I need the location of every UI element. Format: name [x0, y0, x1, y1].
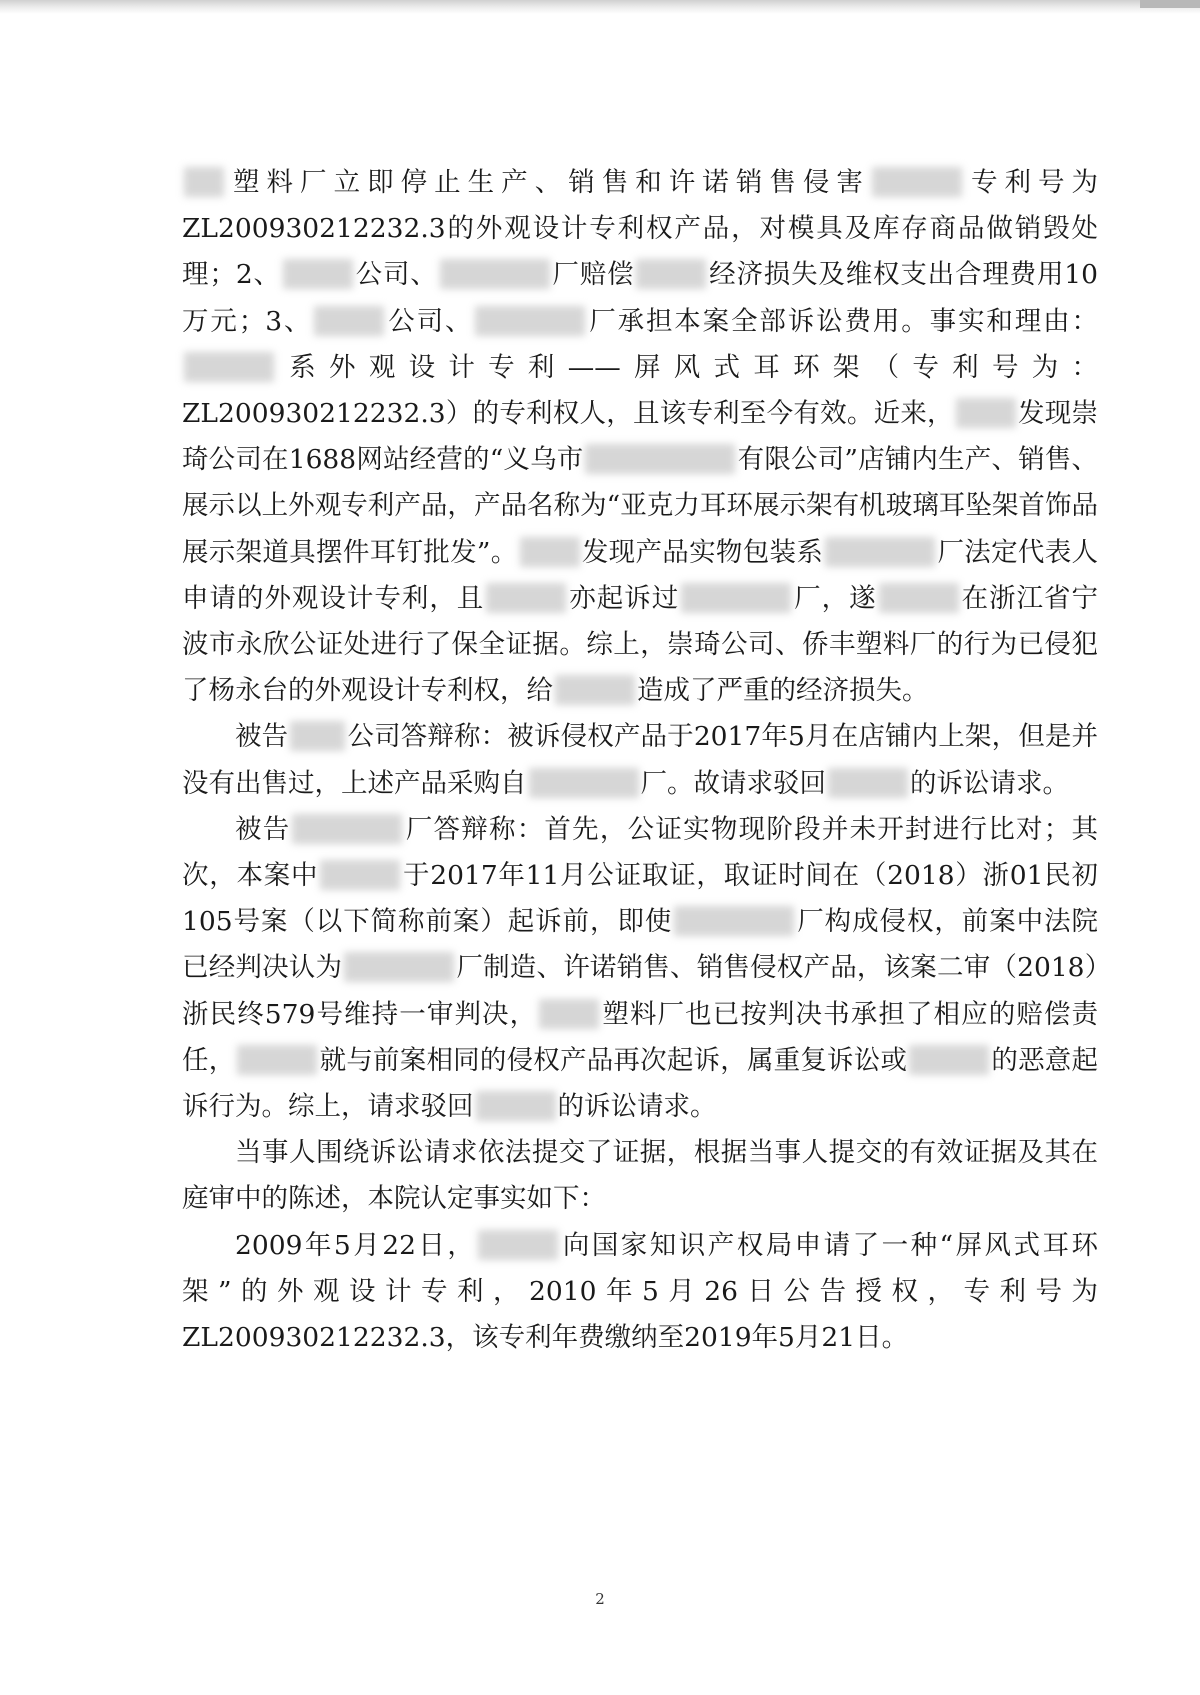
- redaction-blur: [283, 259, 353, 289]
- paragraph-text: 的诉讼请求。: [557, 1091, 717, 1123]
- paragraph-text: 厂答辩称：首先，公证实物现阶段并未开封进行比对；其次，本案中: [182, 813, 1099, 892]
- redaction-blur: [314, 306, 384, 336]
- redaction-blur: [478, 1230, 558, 1260]
- paragraph-text: 公司答辩称：被诉侵权产品于2017年5月在店铺内上架，但是并没有出售过，上述产品采购自: [182, 721, 1098, 799]
- paragraph-text: 亦起诉过: [568, 582, 680, 614]
- redaction-blur: [825, 537, 935, 567]
- scan-top-edge: [0, 0, 1200, 14]
- paragraph-text: 发现崇琦公司在1688网站经营的“义乌市: [182, 398, 1098, 476]
- paragraph-text: 在浙江省宁波市永欣公证处进行了保全证据。综上，崇琦公司、侨丰塑料厂的行为已侵犯了杨永台的外观设计专利权，给: [182, 582, 1099, 707]
- paragraph-text: 专利号为ZL200930212232.3的外观设计专利权产品，对模具及库存商品做销毁处理；2、: [182, 167, 1099, 291]
- paragraph-text: 2009年5月22日，: [235, 1229, 477, 1261]
- redaction-blur: [585, 444, 735, 474]
- redaction-blur: [475, 306, 585, 336]
- paragraph-text: 于2017年11月公证取证，取证时间在（2018）浙01民初105号案（以下简称前案）起诉前，即使: [182, 860, 1099, 938]
- redaction-blur: [476, 1091, 556, 1121]
- paragraph: [182, 160, 1098, 714]
- paragraph: [182, 1130, 1098, 1222]
- paragraph: [182, 714, 1098, 806]
- paragraph-text: 向国家知识产权局申请了一种“屏风式耳环架”的外观设计专利，2010年5月26日公告授权，专利号为ZL200930212232.3，该专利年费缴纳至2019年5月21日。: [182, 1229, 1098, 1354]
- redaction-blur: [292, 814, 402, 844]
- page-number: 2: [595, 1590, 605, 1608]
- scan-corner-shadow: [1140, 0, 1200, 8]
- paragraph-text: 当事人围绕诉讼请求依法提交了证据，根据当事人提交的有效证据及其在庭审中的陈述，本院认定事实如下：: [182, 1137, 1098, 1215]
- paragraph-text: 经济损失及维权支出合理费用10万元；3、: [182, 259, 1098, 337]
- paragraph-text: 厂，遂: [793, 582, 877, 614]
- paragraph-text: 的诉讼请求。: [910, 767, 1069, 799]
- redaction-blur: [872, 167, 962, 197]
- redaction-blur: [828, 768, 908, 798]
- redaction-blur: [290, 721, 345, 751]
- paragraph-text: 厂赔偿: [551, 259, 635, 291]
- redaction-blur: [520, 537, 580, 567]
- paragraph-text: 的恶意起诉行为。综上，请求驳回: [182, 1044, 1099, 1123]
- redaction-blur: [674, 906, 794, 936]
- paragraph-text: 就与前案相同的侵权产品再次起诉，属重复诉讼或: [319, 1044, 908, 1076]
- redaction-blur: [320, 860, 400, 890]
- redaction-blur: [681, 583, 791, 613]
- paragraph: [182, 807, 1098, 1130]
- redaction-blur: [184, 167, 224, 197]
- redaction-blur: [539, 999, 599, 1029]
- paragraph-text: 发现产品实物包装系: [581, 536, 824, 568]
- redaction-blur: [636, 259, 706, 289]
- redaction-blur: [184, 352, 274, 382]
- paragraph-text: 有限公司”店铺内生产、销售、展示以上外观专利产品，产品名称为“亚克力耳环展示架有机玻璃耳坠架首饰品展示架道具摆件耳钉批发”。: [182, 444, 1098, 568]
- redaction-blur: [555, 675, 635, 705]
- paragraph-text: 厂制造、许诺销售、销售侵权产品，该案二审（2018）浙民终579号维持一审判决，: [182, 952, 1098, 1030]
- paragraph-text: 被告: [235, 813, 291, 845]
- redaction-blur: [879, 583, 959, 613]
- redaction-blur: [440, 259, 550, 289]
- paragraph-text: 造成了严重的经济损失。: [637, 675, 929, 707]
- document-body: [182, 160, 1098, 1361]
- paragraph-text: 塑料厂也已按判决书承担了相应的赔偿责任，: [182, 998, 1098, 1076]
- paragraph-text: 厂承担本案全部诉讼费用。事实和理由：: [587, 305, 1098, 337]
- redaction-blur: [909, 1045, 989, 1075]
- redaction-blur: [529, 768, 639, 798]
- paragraph-text: 塑料厂立即停止生产、销售和许诺销售侵害: [226, 167, 870, 198]
- redaction-blur: [344, 952, 454, 982]
- redaction-blur: [237, 1045, 317, 1075]
- paragraph-text: 厂。故请求驳回: [640, 767, 826, 799]
- paragraph-text: 系外观设计专利——屏风式耳环架（专利号为：ZL200930212232.3）的专利权人，且该专利至今有效。近来，: [182, 351, 1098, 430]
- redaction-blur: [486, 583, 566, 613]
- paragraph-text: 厂法定代表人申请的外观设计专利，且: [182, 536, 1099, 614]
- paragraph-text: 公司、: [386, 305, 474, 337]
- paragraph-text: 厂构成侵权，前案中法院已经判决认为: [182, 906, 1098, 984]
- redaction-blur: [956, 398, 1016, 428]
- paragraph-text: 被告: [235, 721, 289, 753]
- paragraph: [182, 1223, 1098, 1362]
- paragraph-text: 公司、: [354, 259, 438, 291]
